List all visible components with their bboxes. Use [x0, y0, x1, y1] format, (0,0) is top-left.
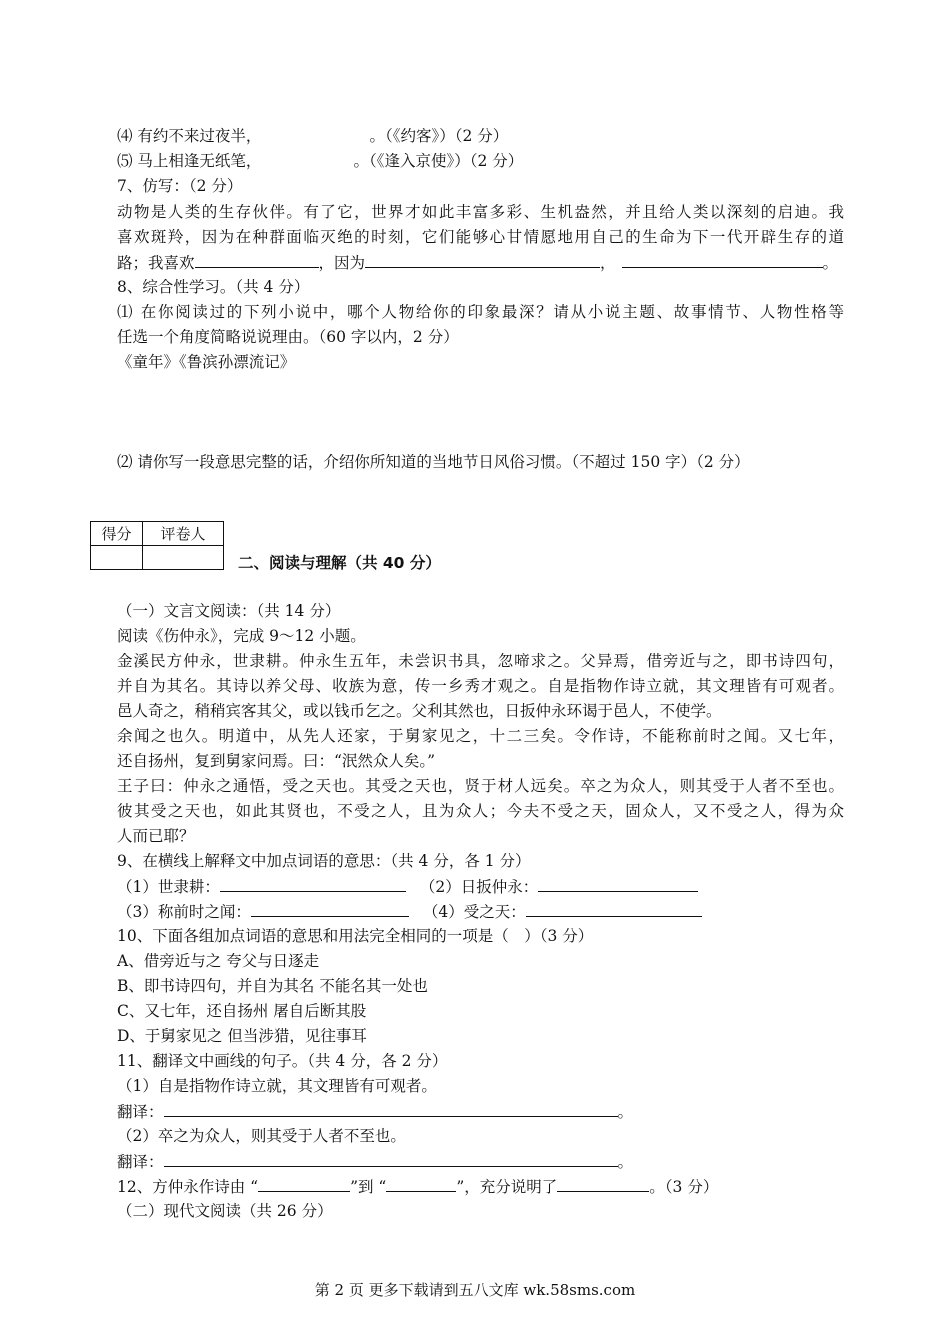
grader-header: 评卷人 [143, 522, 224, 546]
passage-line: 彼其受之天也，如此其贤也，不受之人，且为众人；今夫不受之天，固众人，又不受之人，得为众 [117, 802, 844, 820]
answer-blank[interactable] [365, 253, 600, 268]
answer-blank[interactable] [164, 1102, 618, 1117]
line-text: ⑷ 有约不来过夜半， [117, 127, 262, 145]
answer-blank[interactable] [258, 1177, 350, 1192]
page-footer: 第 2 页 更多下载请到五八文库 wk.58sms.com [314, 1281, 636, 1299]
line-text: 翻译： [117, 1153, 164, 1171]
translation-line-2 [117, 1152, 633, 1171]
question-7-para: 喜欢斑羚，因为在种群面临灭绝的时刻，它们能够心甘情愿地用自己的生命为下一代开辟生存的道 [117, 228, 844, 246]
answer-blank[interactable] [622, 253, 823, 268]
passage-line: 还自扬州，复到舅家问焉。曰：“泯然众人矣。” [117, 752, 436, 770]
line-text: （1）世隶耕： [117, 878, 220, 896]
line-text: （3）称前时之闻： [117, 903, 251, 921]
question-6-line-4 [117, 127, 508, 145]
question-9-row-2 [117, 902, 702, 921]
question-9-row-1 [117, 877, 698, 896]
translation-line-1 [117, 1102, 633, 1121]
score-cell[interactable] [91, 546, 143, 570]
line-text: （2）日扳仲永： [419, 878, 539, 896]
question-7-fill-line [117, 253, 838, 272]
option-a[interactable]: A、借旁近与之 夸父与日逐走 [117, 952, 320, 970]
answer-blank[interactable] [557, 1177, 649, 1192]
passage-line: 并自为其名。其诗以养父母、收族为意，传一乡秀才观之。自是指物作诗立就，其文理皆有可观者。 [117, 677, 844, 695]
passage-line: 余闻之也久。明道中，从先人还家，于舅家见之，十二三矣。令作诗，不能称前时之闻。又七年， [117, 727, 844, 745]
option-c[interactable]: C、又七年，还自扬州 屠自后断其股 [117, 1002, 367, 1020]
question-11-2: （2）卒之为众人，则其受于人者不至也。 [117, 1127, 406, 1145]
option-d[interactable]: D、于舅家见之 但当涉猎，见往事耳 [117, 1027, 367, 1045]
line-text: 。 [822, 254, 839, 272]
line-text: （4）受之天： [422, 903, 526, 921]
passage-line: 王子曰：仲永之通悟，受之天也。其受之天也，贤于材人远矣。卒之为众人，则其受于人者不至也。 [117, 777, 844, 795]
question-6-line-5 [117, 152, 523, 170]
reading-intro: 阅读《伤仲永》，完成 9～12 小题。 [117, 627, 366, 645]
line-text: 。 [617, 1103, 634, 1121]
score-table [90, 521, 224, 570]
subsection-1-title: （一）文言文阅读：（共 14 分） [117, 602, 341, 620]
subsection-2-title: （二）现代文阅读（共 26 分） [117, 1202, 333, 1220]
answer-blank[interactable] [538, 877, 698, 892]
question-12 [117, 1177, 718, 1196]
line-text: 。（《逢入京使》）（2 分） [353, 152, 524, 170]
question-7-title: 7、仿写：（2 分） [117, 177, 243, 195]
question-9-title: 9、在横线上解释文中加点词语的意思：（共 4 分，各 1 分） [117, 852, 531, 870]
line-text: 路；我喜欢 [117, 254, 195, 272]
line-text: ”，充分说明了 [456, 1178, 558, 1196]
option-b[interactable]: B、即书诗四句，并自为其名 不能名其一处也 [117, 977, 428, 995]
question-7-para: 动物是人类的生存伙伴。有了它，世界才如此丰富多彩、生机盎然，并且给人类以深刻的启迪。我 [117, 203, 844, 221]
line-text: 。（3 分） [649, 1178, 719, 1196]
line-text: ， [600, 254, 616, 272]
grader-cell[interactable] [143, 546, 224, 570]
score-header: 得分 [91, 522, 143, 546]
question-8-title: 8、综合性学习。（共 4 分） [117, 278, 310, 296]
passage-line: 邑人奇之，稍稍宾客其父，或以钱币乞之。父利其然也，日扳仲永环谒于邑人，不使学。 [117, 702, 722, 720]
line-text: 。（《约客》）（2 分） [369, 127, 509, 145]
answer-blank[interactable] [195, 253, 319, 268]
line-text: ⑸ 马上相逢无纸笔， [117, 152, 262, 170]
answer-blank[interactable] [164, 1152, 618, 1167]
question-11-1: （1）自是指物作诗立就，其文理皆有可观者。 [117, 1077, 437, 1095]
section-2-heading: 二、阅读与理解（共 40 分） [238, 554, 441, 572]
question-8-1: ⑴ 在你阅读过的下列小说中，哪个人物给你的印象最深？请从小说主题、故事情节、人物性格等 [117, 303, 844, 321]
answer-blank[interactable] [526, 902, 702, 917]
passage-line: 金溪民方仲永，世隶耕。仲永生五年，未尝识书具，忽啼求之。父异焉，借旁近与之，即书诗四句， [117, 652, 844, 670]
line-text: ”到 “ [350, 1178, 387, 1196]
passage-line: 人而已耶？ [117, 827, 195, 845]
line-text: 12、方仲永作诗由 “ [117, 1178, 259, 1196]
question-11-title: 11、翻译文中画线的句子。（共 4 分，各 2 分） [117, 1052, 448, 1070]
question-8-1-cont: 任选一个角度简略说说理由。（60 字以内，2 分） [117, 328, 459, 346]
answer-blank[interactable] [251, 902, 409, 917]
answer-blank[interactable] [386, 1177, 456, 1192]
question-10-title: 10、下面各组加点词语的意思和用法完全相同的一项是（ ）（3 分） [117, 927, 594, 945]
line-text: 。 [617, 1153, 634, 1171]
line-text: ，因为 [318, 254, 366, 272]
question-8-1-books: 《童年》《鲁滨孙漂流记》 [117, 353, 296, 371]
answer-blank[interactable] [220, 877, 406, 892]
line-text: 翻译： [117, 1103, 164, 1121]
question-8-2: ⑵ 请你写一段意思完整的话，介绍你所知道的当地节日风俗习惯。（不超过 150 字）（2 分） [117, 453, 750, 471]
